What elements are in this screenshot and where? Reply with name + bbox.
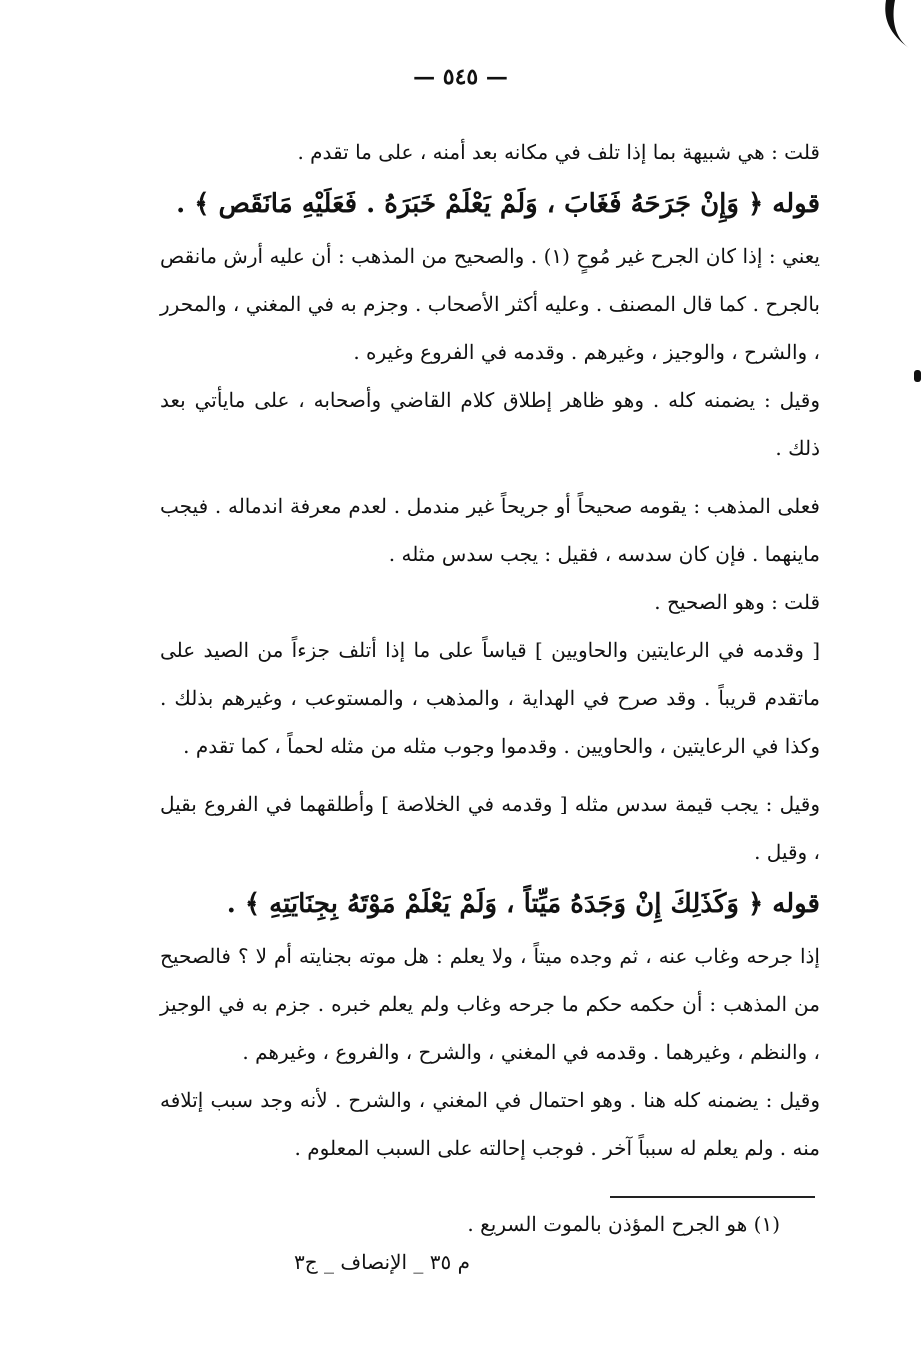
quote-2: قوله ﴿ وَكَذَلِكَ إِنْ وَجَدَهُ مَيِّتاً ، وَلَمْ يَعْلَمْ مَوْتَهُ بِجِنَايَتِهِ ﴾ .: [226, 889, 820, 919]
spacer: [160, 472, 820, 482]
paragraph-4: فعلى المذهب : يقومه صحيحاً أو جريحاً غير مندمل . لعدم معرفة اندماله . فيجب ماينهما . فإن كان سدسه ، فقيل : يجب سدس مثله .: [160, 494, 820, 566]
paragraph-2: يعني : إذا كان الجرح غير مُوحٍ (١) . والصحيح من المذهب : أن عليه أرش مانقص بالجرح . كما قال المصنف . وعليه أكثر الأصحاب . وجزم به في المغني ، والمحرر ، والشرح ، والوجيز ، وغيرهم . وقدمه في الفروع وغيره .: [160, 244, 820, 364]
paragraph-7: وقيل : يجب قيمة سدس مثله [ وقدمه في الخلاصة ] وأطلقهما في الفروع بقيل ، وقيل .: [160, 792, 820, 864]
paragraph-5: قلت : وهو الصحيح .: [654, 590, 820, 614]
paragraph-8: إذا جرحه وغاب عنه ، ثم وجده ميتاً ، ولا يعلم : هل موته بجنايته أم لا ؟ فالصحيح من المذهب : أن حكمه حكم ما جرحه وغاب ولم يعلم خبره . جزم به في الوجيز ، والنظم ، وغيرهما . وقدمه في المغني ، والشرح ، والفروع ، وغيرهم .: [160, 944, 820, 1064]
margin-ink-mark: [914, 370, 921, 382]
page-corner-mark: [791, 0, 921, 60]
footnote: (١) هو الجرح المؤذن بالموت السريع .: [467, 1212, 780, 1236]
paragraph-9: وقيل : يضمنه كله هنا . وهو احتمال في المغني ، والشرح . لأنه وجد سبب إتلافه منه . ولم يعلم له سبباً آخر . فوجب إحالته على السبب المعلوم .: [160, 1088, 820, 1160]
page-number: — ٥٤٥ —: [413, 64, 508, 90]
paragraph-6: [ وقدمه في الرعايتين والحاويين ] قياساً على ما إذا أتلف جزءاً من الصيد على ماتقدم قريباً . وقد صرح في الهداية ، والمذهب ، والمستوعب ، وغيرهم بذلك . وكذا في الرعايتين ، والحاويين . وقدموا وجوب مثله من مثله لحماً ، كما تقدم .: [160, 638, 820, 758]
footnote-separator: [610, 1196, 815, 1198]
main-text: [160, 128, 820, 1172]
paragraph-1: قلت : هي شبيهة بما إذا تلف في مكانه بعد أمنه ، على ما تقدم .: [297, 140, 820, 164]
spacer: [160, 770, 820, 780]
paragraph-3: وقيل : يضمنه كله . وهو ظاهر إطلاق كلام القاضي وأصحابه ، على مايأتي بعد ذلك .: [160, 388, 820, 460]
quote-1: قوله ﴿ وَإِنْ جَرَحَهُ فَغَابَ ، وَلَمْ يَعْلَمْ خَبَرَهُ . فَعَلَيْهِ مَانَقَص ﴾ .: [176, 189, 820, 219]
signature-line: م ٣٥ _ الإنصاف _ ج٣: [293, 1250, 470, 1274]
